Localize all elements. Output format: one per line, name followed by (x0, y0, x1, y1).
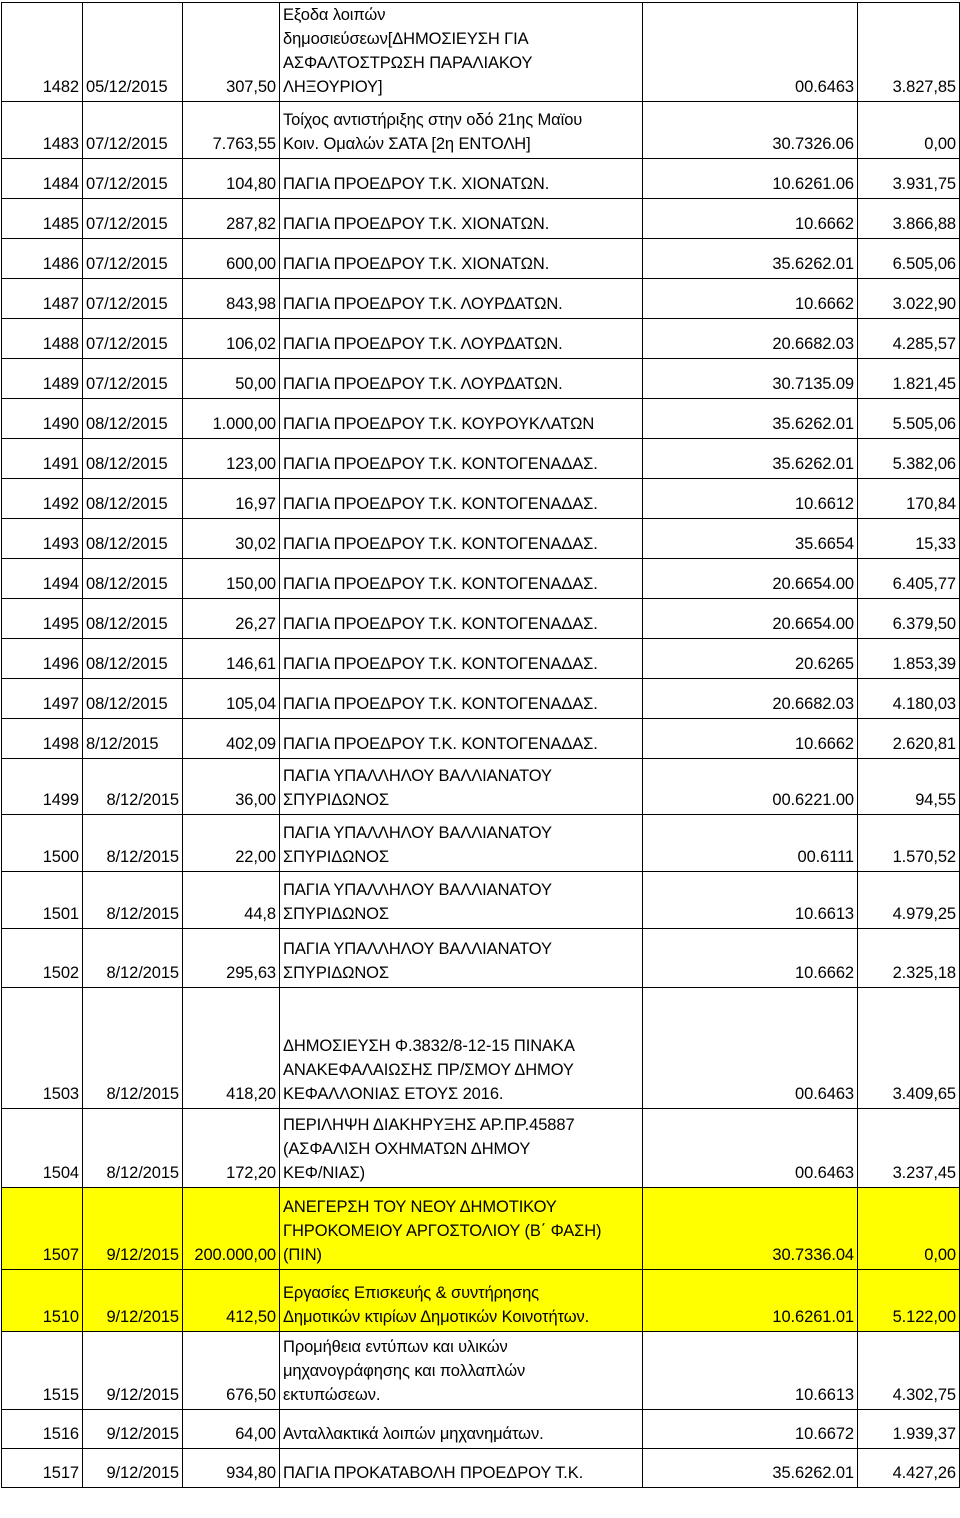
row-amount: 600,00 (183, 239, 280, 279)
row-balance: 3.409,65 (858, 988, 960, 1109)
ledger-table (1, 2, 960, 1488)
row-account-code: 20.6682.03 (643, 319, 858, 359)
table-row (2, 988, 960, 1109)
row-date: 08/12/2015 (83, 479, 183, 519)
row-number: 1496 (2, 639, 83, 679)
row-number: 1485 (2, 199, 83, 239)
row-date: 8/12/2015 (83, 929, 183, 988)
table-row (2, 239, 960, 279)
row-amount: 402,09 (183, 719, 280, 759)
row-number: 1516 (2, 1410, 83, 1449)
row-amount: 200.000,00 (183, 1188, 280, 1270)
row-description: ΔΗΜΟΣΙΕΥΣΗ Φ.3832/8-12-15 ΠΙΝΑΚΑ ΑΝΑΚΕΦΑΛΑΙΩΣΗΣ ΠΡ/ΣΜΟΥ ΔΗΜΟΥ ΚΕΦΑΛΛΟΝΙΑΣ ΕΤΟΥΣ 2016. (280, 988, 643, 1109)
row-balance: 3.022,90 (858, 279, 960, 319)
table-row (2, 1449, 960, 1488)
table-row (2, 639, 960, 679)
row-account-code: 35.6654 (643, 519, 858, 559)
row-number: 1515 (2, 1332, 83, 1410)
row-number: 1489 (2, 359, 83, 399)
row-balance: 3.866,88 (858, 199, 960, 239)
row-balance: 6.405,77 (858, 559, 960, 599)
row-description: ΠΑΓΙΑ ΠΡΟΕΔΡΟΥ Τ.Κ. ΧΙΟΝΑΤΩΝ. (280, 199, 643, 239)
row-description: Εργασίες Επισκευής & συντήρησης Δημοτικών κτιρίων Δημοτικών Κοινοτήτων. (280, 1270, 643, 1332)
row-number: 1501 (2, 872, 83, 929)
row-balance: 4.979,25 (858, 872, 960, 929)
table-row (2, 815, 960, 872)
row-description: ΠΑΓΙΑ ΥΠΑΛΛΗΛΟΥ ΒΑΛΛΙΑΝΑΤΟΥ ΣΠΥΡΙΔΩΝΟΣ (280, 872, 643, 929)
row-number: 1502 (2, 929, 83, 988)
row-account-code: 10.6613 (643, 872, 858, 929)
row-account-code: 10.6662 (643, 279, 858, 319)
table-row (2, 439, 960, 479)
row-amount: 295,63 (183, 929, 280, 988)
table-row (2, 719, 960, 759)
row-number: 1503 (2, 988, 83, 1109)
row-amount: 104,80 (183, 159, 280, 199)
row-number: 1484 (2, 159, 83, 199)
row-balance: 5.122,00 (858, 1270, 960, 1332)
row-number: 1498 (2, 719, 83, 759)
row-amount: 150,00 (183, 559, 280, 599)
table-row (2, 159, 960, 199)
row-amount: 26,27 (183, 599, 280, 639)
row-date: 8/12/2015 (83, 719, 183, 759)
row-account-code: 00.6221.00 (643, 759, 858, 815)
row-date: 05/12/2015 (83, 3, 183, 102)
row-description: ΠΑΓΙΑ ΠΡΟΕΔΡΟΥ Τ.Κ. ΧΙΟΝΑΤΩΝ. (280, 239, 643, 279)
row-description: ΠΑΓΙΑ ΠΡΟΕΔΡΟΥ Τ.Κ. ΚΟΝΤΟΓΕΝΑΔΑΣ. (280, 639, 643, 679)
row-account-code: 20.6654.00 (643, 559, 858, 599)
row-date: 08/12/2015 (83, 559, 183, 599)
row-balance: 3.931,75 (858, 159, 960, 199)
row-account-code: 10.6613 (643, 1332, 858, 1410)
table-row (2, 359, 960, 399)
row-description: ΠΑΓΙΑ ΠΡΟΕΔΡΟΥ Τ.Κ. ΧΙΟΝΑΤΩΝ. (280, 159, 643, 199)
row-description: ΠΑΓΙΑ ΠΡΟΕΔΡΟΥ Τ.Κ. ΚΟΝΤΟΓΕΝΑΔΑΣ. (280, 599, 643, 639)
table-row (2, 1109, 960, 1188)
table-row (2, 759, 960, 815)
table-row (2, 102, 960, 159)
row-account-code: 10.6662 (643, 719, 858, 759)
row-amount: 412,50 (183, 1270, 280, 1332)
row-date: 8/12/2015 (83, 988, 183, 1109)
row-number: 1487 (2, 279, 83, 319)
row-balance: 4.180,03 (858, 679, 960, 719)
row-date: 08/12/2015 (83, 679, 183, 719)
row-account-code: 30.7135.09 (643, 359, 858, 399)
row-number: 1510 (2, 1270, 83, 1332)
table-row (2, 319, 960, 359)
row-balance: 4.427,26 (858, 1449, 960, 1488)
row-description: ΠΑΓΙΑ ΠΡΟΕΔΡΟΥ Τ.Κ. ΚΟΝΤΟΓΕΝΑΔΑΣ. (280, 479, 643, 519)
row-date: 07/12/2015 (83, 239, 183, 279)
row-date: 9/12/2015 (83, 1270, 183, 1332)
row-date: 07/12/2015 (83, 159, 183, 199)
table-row (2, 199, 960, 239)
row-description: ΠΑΓΙΑ ΠΡΟΕΔΡΟΥ Τ.Κ. ΚΟΝΤΟΓΕΝΑΔΑΣ. (280, 559, 643, 599)
row-date: 08/12/2015 (83, 439, 183, 479)
row-balance: 2.325,18 (858, 929, 960, 988)
row-number: 1500 (2, 815, 83, 872)
table-row (2, 1270, 960, 1332)
row-description: Ανταλλακτικά λοιπών μηχανημάτων. (280, 1410, 643, 1449)
row-balance: 15,33 (858, 519, 960, 559)
row-balance: 3.827,85 (858, 3, 960, 102)
row-number: 1483 (2, 102, 83, 159)
row-amount: 106,02 (183, 319, 280, 359)
row-account-code: 20.6682.03 (643, 679, 858, 719)
row-amount: 64,00 (183, 1410, 280, 1449)
row-account-code: 35.6262.01 (643, 399, 858, 439)
row-number: 1495 (2, 599, 83, 639)
table-row (2, 1188, 960, 1270)
row-date: 08/12/2015 (83, 599, 183, 639)
row-account-code: 10.6662 (643, 199, 858, 239)
table-row (2, 679, 960, 719)
row-balance: 4.285,57 (858, 319, 960, 359)
row-amount: 22,00 (183, 815, 280, 872)
row-amount: 307,50 (183, 3, 280, 102)
row-account-code: 10.6672 (643, 1410, 858, 1449)
row-amount: 172,20 (183, 1109, 280, 1188)
row-number: 1497 (2, 679, 83, 719)
row-description: Τοίχος αντιστήριξης στην οδό 21ης Μαϊου Κοιν. Ομαλών ΣΑΤΑ [2η ΕΝΤΟΛΗ] (280, 102, 643, 159)
table-row (2, 279, 960, 319)
row-number: 1491 (2, 439, 83, 479)
row-number: 1488 (2, 319, 83, 359)
table-row (2, 399, 960, 439)
table-row (2, 1410, 960, 1449)
row-amount: 146,61 (183, 639, 280, 679)
row-description: Προμήθεια εντύπων και υλικών μηχανογράφησης και πολλαπλών εκτυπώσεων. (280, 1332, 643, 1410)
row-account-code: 35.6262.01 (643, 439, 858, 479)
row-balance: 3.237,45 (858, 1109, 960, 1188)
row-amount: 1.000,00 (183, 399, 280, 439)
row-amount: 16,97 (183, 479, 280, 519)
row-date: 8/12/2015 (83, 759, 183, 815)
row-amount: 418,20 (183, 988, 280, 1109)
row-number: 1499 (2, 759, 83, 815)
row-date: 9/12/2015 (83, 1332, 183, 1410)
row-number: 1486 (2, 239, 83, 279)
row-amount: 105,04 (183, 679, 280, 719)
row-date: 9/12/2015 (83, 1188, 183, 1270)
row-description: ΠΑΓΙΑ ΥΠΑΛΛΗΛΟΥ ΒΑΛΛΙΑΝΑΤΟΥ ΣΠΥΡΙΔΩΝΟΣ (280, 929, 643, 988)
row-date: 07/12/2015 (83, 359, 183, 399)
row-balance: 5.382,06 (858, 439, 960, 479)
row-amount: 676,50 (183, 1332, 280, 1410)
row-balance: 1.939,37 (858, 1410, 960, 1449)
row-date: 08/12/2015 (83, 399, 183, 439)
row-account-code: 30.7336.04 (643, 1188, 858, 1270)
row-amount: 934,80 (183, 1449, 280, 1488)
row-account-code: 35.6262.01 (643, 239, 858, 279)
table-row (2, 1332, 960, 1410)
row-description: ΠΑΓΙΑ ΠΡΟΕΔΡΟΥ Τ.Κ. ΚΟΝΤΟΓΕΝΑΔΑΣ. (280, 519, 643, 559)
row-amount: 50,00 (183, 359, 280, 399)
table-row (2, 559, 960, 599)
row-number: 1517 (2, 1449, 83, 1488)
row-amount: 30,02 (183, 519, 280, 559)
row-balance: 4.302,75 (858, 1332, 960, 1410)
row-amount: 123,00 (183, 439, 280, 479)
row-account-code: 10.6261.01 (643, 1270, 858, 1332)
row-account-code: 00.6111 (643, 815, 858, 872)
row-account-code: 00.6463 (643, 988, 858, 1109)
row-description: ΑΝΕΓΕΡΣΗ ΤΟΥ ΝΕΟΥ ΔΗΜΟΤΙΚΟΥ ΓΗΡΟΚΟΜΕΙΟΥ ΑΡΓΟΣΤΟΛΙΟΥ (Β΄ ΦΑΣΗ) (ΠΙΝ) (280, 1188, 643, 1270)
ledger-body (2, 3, 960, 1488)
row-date: 8/12/2015 (83, 815, 183, 872)
row-number: 1507 (2, 1188, 83, 1270)
table-row (2, 872, 960, 929)
row-amount: 36,00 (183, 759, 280, 815)
row-balance: 170,84 (858, 479, 960, 519)
row-account-code: 10.6261.06 (643, 159, 858, 199)
row-description: ΠΑΓΙΑ ΠΡΟΕΔΡΟΥ Τ.Κ. ΚΟΥΡΟΥΚΛΑΤΩΝ (280, 399, 643, 439)
row-number: 1482 (2, 3, 83, 102)
row-account-code: 20.6265 (643, 639, 858, 679)
row-balance: 6.505,06 (858, 239, 960, 279)
row-balance: 2.620,81 (858, 719, 960, 759)
row-amount: 44,8 (183, 872, 280, 929)
row-date: 07/12/2015 (83, 279, 183, 319)
row-date: 9/12/2015 (83, 1410, 183, 1449)
row-description: ΠΑΓΙΑ ΠΡΟΕΔΡΟΥ Τ.Κ. ΛΟΥΡΔΑΤΩΝ. (280, 279, 643, 319)
row-account-code: 00.6463 (643, 3, 858, 102)
row-balance: 1.821,45 (858, 359, 960, 399)
row-account-code: 35.6262.01 (643, 1449, 858, 1488)
row-date: 8/12/2015 (83, 1109, 183, 1188)
table-row (2, 3, 960, 102)
row-description: ΠΑΓΙΑ ΠΡΟΕΔΡΟΥ Τ.Κ. ΛΟΥΡΔΑΤΩΝ. (280, 359, 643, 399)
row-amount: 7.763,55 (183, 102, 280, 159)
row-description: ΠΕΡΙΛΗΨΗ ΔΙΑΚΗΡΥΞΗΣ ΑΡ.ΠΡ.45887 (ΑΣΦΑΛΙΣΗ ΟΧΗΜΑΤΩΝ ΔΗΜΟΥ ΚΕΦ/ΝΙΑΣ) (280, 1109, 643, 1188)
table-row (2, 929, 960, 988)
row-amount: 287,82 (183, 199, 280, 239)
row-balance: 94,55 (858, 759, 960, 815)
row-account-code: 20.6654.00 (643, 599, 858, 639)
row-account-code: 00.6463 (643, 1109, 858, 1188)
row-description: ΠΑΓΙΑ ΥΠΑΛΛΗΛΟΥ ΒΑΛΛΙΑΝΑΤΟΥ ΣΠΥΡΙΔΩΝΟΣ (280, 815, 643, 872)
row-description: ΠΑΓΙΑ ΥΠΑΛΛΗΛΟΥ ΒΑΛΛΙΑΝΑΤΟΥ ΣΠΥΡΙΔΩΝΟΣ (280, 759, 643, 815)
row-balance: 1.853,39 (858, 639, 960, 679)
row-date: 9/12/2015 (83, 1449, 183, 1488)
row-description: ΠΑΓΙΑ ΠΡΟΕΔΡΟΥ Τ.Κ. ΚΟΝΤΟΓΕΝΑΔΑΣ. (280, 439, 643, 479)
row-date: 8/12/2015 (83, 872, 183, 929)
table-row (2, 599, 960, 639)
row-date: 08/12/2015 (83, 519, 183, 559)
row-description: Εξοδα λοιπών δημοσιεύσεων[ΔΗΜΟΣΙΕΥΣΗ ΓΙΑ ΑΣΦΑΛΤΟΣΤΡΩΣΗ ΠΑΡΑΛΙΑΚΟΥ ΛΗΞΟΥΡΙΟΥ] (280, 3, 643, 102)
row-date: 07/12/2015 (83, 199, 183, 239)
row-description: ΠΑΓΙΑ ΠΡΟΕΔΡΟΥ Τ.Κ. ΛΟΥΡΔΑΤΩΝ. (280, 319, 643, 359)
row-description: ΠΑΓΙΑ ΠΡΟΕΔΡΟΥ Τ.Κ. ΚΟΝΤΟΓΕΝΑΔΑΣ. (280, 679, 643, 719)
row-account-code: 30.7326.06 (643, 102, 858, 159)
row-amount: 843,98 (183, 279, 280, 319)
row-balance: 6.379,50 (858, 599, 960, 639)
row-description: ΠΑΓΙΑ ΠΡΟΕΔΡΟΥ Τ.Κ. ΚΟΝΤΟΓΕΝΑΔΑΣ. (280, 719, 643, 759)
row-date: 07/12/2015 (83, 319, 183, 359)
row-number: 1494 (2, 559, 83, 599)
row-number: 1504 (2, 1109, 83, 1188)
row-date: 08/12/2015 (83, 639, 183, 679)
row-number: 1493 (2, 519, 83, 559)
row-number: 1490 (2, 399, 83, 439)
row-balance: 1.570,52 (858, 815, 960, 872)
row-balance: 0,00 (858, 1188, 960, 1270)
table-row (2, 519, 960, 559)
row-account-code: 10.6662 (643, 929, 858, 988)
row-date: 07/12/2015 (83, 102, 183, 159)
row-description: ΠΑΓΙΑ ΠΡΟΚΑΤΑΒΟΛΗ ΠΡΟΕΔΡΟΥ Τ.Κ. (280, 1449, 643, 1488)
row-account-code: 10.6612 (643, 479, 858, 519)
row-balance: 0,00 (858, 102, 960, 159)
row-number: 1492 (2, 479, 83, 519)
table-row (2, 479, 960, 519)
row-balance: 5.505,06 (858, 399, 960, 439)
